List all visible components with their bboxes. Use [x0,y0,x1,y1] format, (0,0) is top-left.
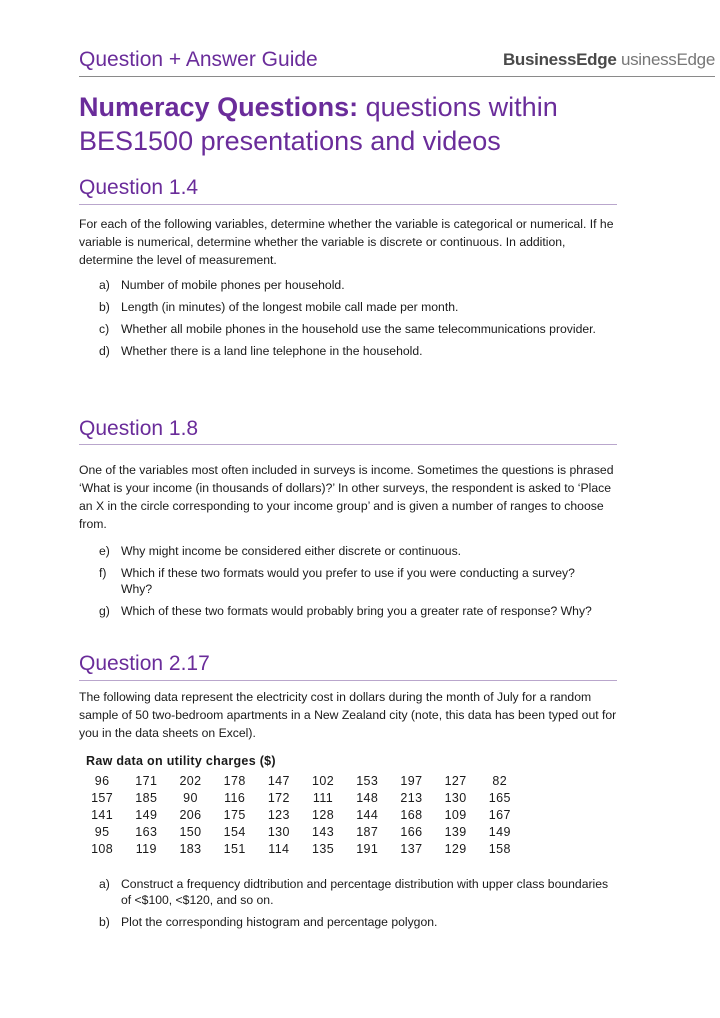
table-cell: 153 [356,773,379,788]
table-cell: 114 [268,841,290,856]
table-cell: 150 [179,824,202,839]
table-cell: 130 [267,824,290,839]
list-item [99,343,609,359]
list-item-text: Construct a frequency didtribution and percentage distribution with upper class boundaries of <$100, <$120, and so on. [121,877,609,907]
list-marker: d) [99,344,110,358]
table-cell: 185 [135,790,158,805]
question-1-4-list [99,277,609,365]
table-cell: 154 [223,824,246,839]
table-row [80,806,522,823]
table-cell: 151 [223,841,246,856]
question-1-4-intro: For each of the following variables, determine whether the variable is categorical or numerical. If he variable is numerical, determine whether the variable is discrete or continuous. In addition, determine the level of measurement. [79,217,614,267]
table-cell: 139 [444,824,467,839]
question-1-8-heading: Question 1.8 [79,417,199,440]
list-item-text: Plot the corresponding histogram and percentage polygon. [121,915,438,929]
list-item [99,876,609,908]
table-cell: 148 [356,790,379,805]
table-cell: 82 [492,773,508,788]
table-cell: 130 [444,790,467,805]
table-row [80,789,522,806]
table-cell: 119 [135,841,157,856]
table-cell: 141 [91,807,114,822]
brand-logo [503,50,715,70]
list-marker: e) [99,544,110,558]
table-cell: 202 [179,773,202,788]
list-item [99,603,609,619]
page-title-bold: Numeracy Questions: [79,92,359,122]
table-cell: 135 [312,841,335,856]
page-header [79,44,715,78]
utility-charges-table [80,772,522,857]
table-cell: 175 [223,807,246,822]
table-cell: 144 [356,807,379,822]
table-cell: 147 [267,773,290,788]
table-cell: 213 [400,790,423,805]
table-cell: 197 [400,773,423,788]
table-cell: 90 [183,790,198,805]
table-cell: 96 [94,773,110,788]
table-cell: 163 [135,824,158,839]
table-cell: 111 [312,790,334,805]
question-1-8-list [99,543,609,625]
table-cell: 165 [488,790,511,805]
question-1-4-heading: Question 1.4 [79,176,199,199]
list-item-text: Length (in minutes) of the longest mobile call made per month. [121,300,459,314]
table-row [80,840,522,857]
table-cell: 183 [179,841,202,856]
list-marker: b) [99,300,110,314]
table-cell: 149 [488,824,511,839]
list-item-text: Number of mobile phones per household. [121,278,345,292]
table-cell: 171 [135,773,158,788]
list-item [99,277,609,293]
question-2-17-intro: The following data represent the electricity cost in dollars during the month of July for a random sample of 50 two-bedroom apartments in a New Zealand city (note, this data has been typed out for you in the data sheets on Excel). [79,690,617,740]
list-item-text: Whether there is a land line telephone in the household. [121,344,423,358]
question-1-8-intro: One of the variables most often included in surveys is income. Sometimes the questions is phrased ‘What is your income (in thousands of dollars)?’ In other surveys, the respondent is asked to ‘Place an X in the circle corresponding to your income group’ and is given a number of ranges to choose from. [79,463,614,531]
list-marker: c) [99,322,110,336]
page-title-rest: questions within BES1500 presentations and videos [79,92,558,156]
list-marker: a) [99,877,110,891]
list-marker: f) [99,566,107,580]
table-cell: 129 [444,841,467,856]
table-cell: 102 [312,773,335,788]
header-divider [79,76,715,77]
table-row [80,772,522,789]
question-2-17-heading: Question 2.17 [79,652,210,675]
table-cell: 127 [444,773,467,788]
list-item [99,914,609,930]
table-cell: 108 [91,841,114,856]
table-cell: 206 [179,807,202,822]
table-cell: 191 [356,841,379,856]
table-caption: Raw data on utility charges ($) [86,754,276,768]
page-title [79,90,639,158]
table-cell: 158 [488,841,511,856]
brand-bold: BusinessEdge [502,50,617,69]
table-cell: 167 [488,807,511,822]
table-cell: 172 [267,790,290,805]
list-marker: g) [99,604,110,618]
table-cell: 149 [135,807,158,822]
list-item [99,299,609,315]
list-marker: b) [99,915,110,929]
guide-title: Question + Answer Guide [79,48,318,71]
table-cell: 187 [356,824,379,839]
table-cell: 137 [400,841,423,856]
table-row [80,823,522,840]
table-cell: 143 [312,824,335,839]
list-item-text: Which if these two formats would you prefer to use if you were conducting a survey? Why? [121,566,575,596]
brand-light: usinessEdge [620,50,715,69]
list-marker: a) [99,278,110,292]
question-2-17-divider [79,680,617,681]
table-cell: 178 [223,773,246,788]
question-1-4-divider [79,204,617,205]
table-cell: 157 [91,790,114,805]
list-item [99,565,609,597]
list-item-text: Whether all mobile phones in the household use the same telecommunications provider. [121,322,596,336]
table-cell: 95 [94,824,110,839]
list-item [99,321,609,337]
table-cell: 116 [224,790,246,805]
list-item [99,543,609,559]
question-1-8-divider [79,444,617,445]
list-item-text: Why might income be considered either discrete or continuous. [121,544,462,558]
table-cell: 109 [444,807,467,822]
table-cell: 166 [400,824,423,839]
table-cell: 128 [312,807,335,822]
list-item-text: Which of these two formats would probably bring you a greater rate of response? Why? [121,604,592,618]
utility-charges-rows [80,772,522,857]
table-cell: 168 [400,807,423,822]
table-cell: 123 [267,807,290,822]
question-2-17-list [99,876,609,936]
